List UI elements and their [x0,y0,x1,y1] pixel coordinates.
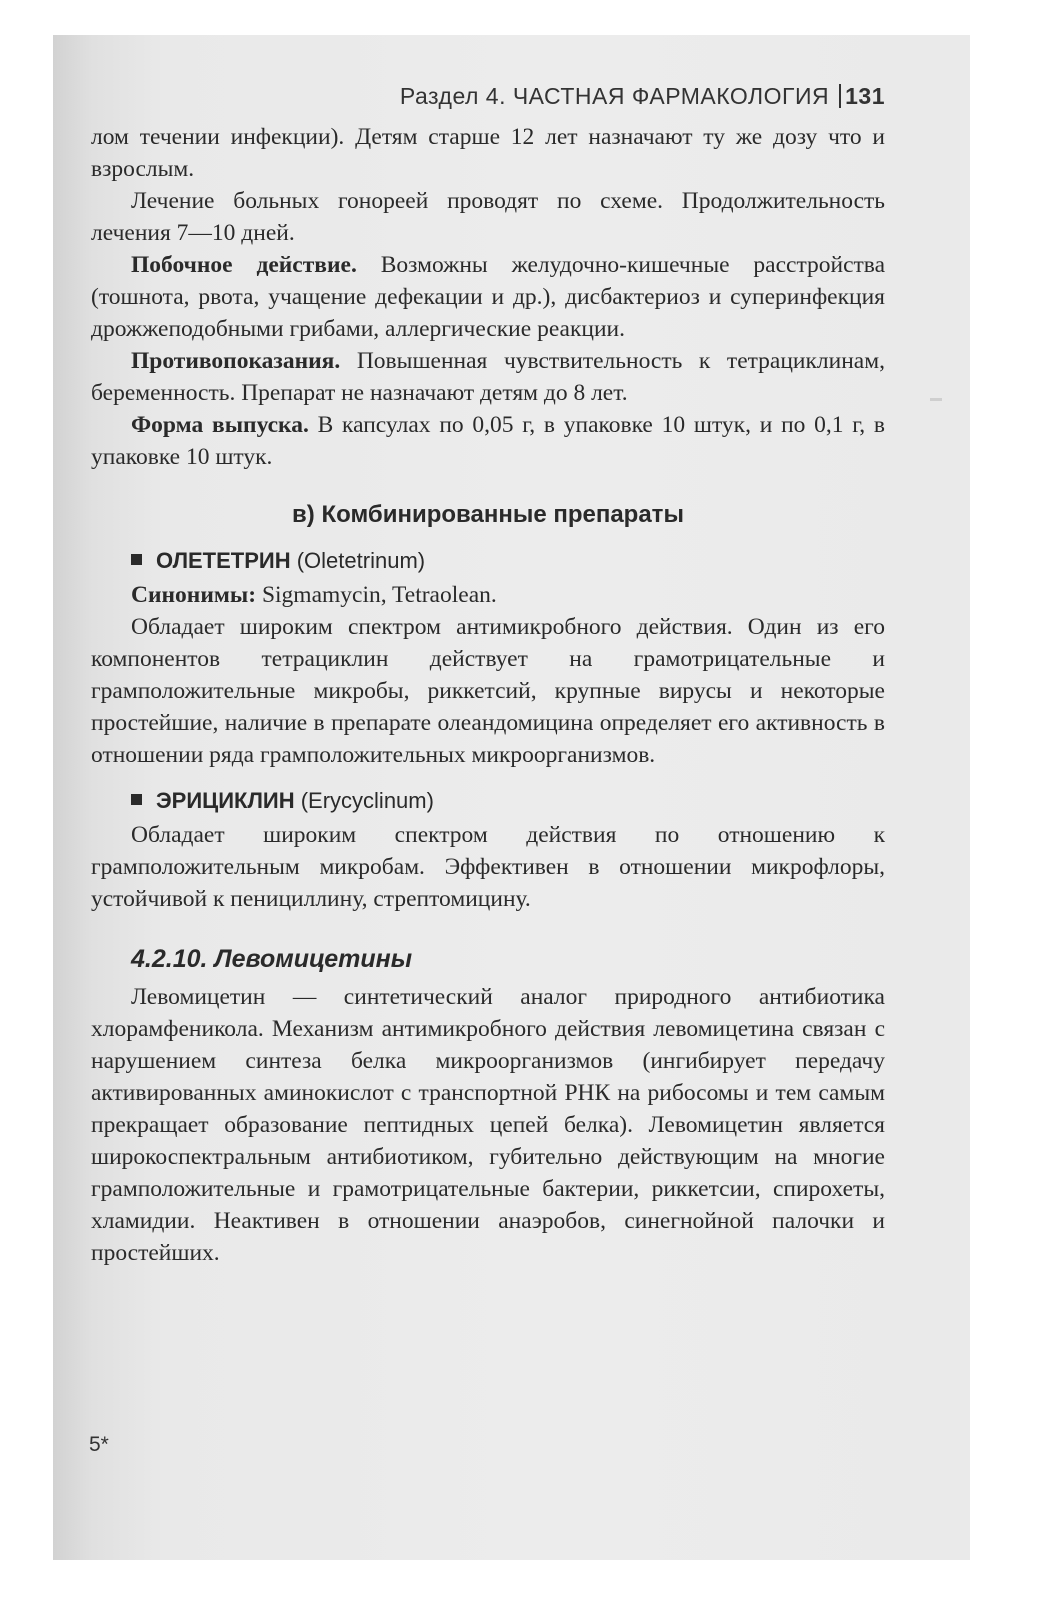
paragraph-continuation: лом течении инфекции). Детям старше 12 лет назначают ту же дозу что и взрослым. [91,124,885,182]
page-body [91,121,885,1269]
running-header [53,83,885,110]
bullet-square-icon [131,554,142,565]
paragraph-gonorrhea: Лечение больных гонореей проводят по схеме. Продолжительность лечения 7—10 дней. [91,188,885,246]
release-form-text: В капсулах по 0,05 г, в упаковке 10 штук, и по 0,1 г, в упаковке 10 штук. [91,412,886,470]
drug-latin-name: (Oletetrinum) [296,548,426,573]
section-title: 4.2.10. Левомицетины [131,945,413,973]
drug-name: ОЛЕТЕТРИН [156,548,291,573]
paragraph-levomycetin: Левомицетин — синтетический аналог природного антибиотика хлорамфеникола. Механизм антимикробного действия левомицетина связан с нарушением синтеза белка микроорганизмов (ингибирует передачу активированных аминокислот с транспортной РНК на рибосомы и тем самым прекращает образование пептидных цепей белка). Левомицетин является широкоспектральным антибиотиком, губительно действующим на многие грамположительные и грамотрицательные бактерии, риккетсии, спирохеты, хламидии. Неактивен в отношении анаэробов, синегнойной палочки и простейших. [91,984,885,1266]
paragraph-oletetrin-description: Обладает широким спектром антимикробного действия. Один из его компонентов тетрациклин действует на грамотрицательные и грамположительные микробы, риккетсий, крупные вирусы и некоторые простейшие, наличие в препарате олеандомицина определяет его активность в отношении ряда грамположительных микроорганизмов. [91,614,885,768]
term-synonyms: Синонимы: [131,582,257,608]
side-effects-text: Возможны желудочно-кишечные расстройства (тошнота, рвота, учащение дефекации и др.), дисбактериоз и суперинфекция дрожжеподобными грибами, аллергические реакции. [91,252,886,342]
drug-heading-oletetrin [91,545,885,577]
book-page [53,35,970,1560]
drug-name: ЭРИЦИКЛИН [156,788,295,813]
running-title: Раздел 4. ЧАСТНАЯ ФАРМАКОЛОГИЯ [399,83,830,109]
paragraph-erycyclin-description: Обладает широким спектром действия по отношению к грамположительным микробам. Эффективен в отношении микрофлоры, устойчивой к пенициллину, стрептомицину. [91,822,885,912]
term-release-form: Форма выпуска. [131,412,309,438]
term-contraindications: Противопоказания. [131,348,341,374]
contraindications-text: Повышенная чувствительность к тетрациклинам, беременность. Препарат не назначают детям до 8 лет. [91,348,885,406]
signature-mark: 5* [89,1433,109,1456]
paragraph-synonyms [91,579,885,611]
paragraph-side-effects [91,249,885,345]
drug-heading-erycyclin [91,785,885,817]
synonyms-text: Sigmamycin, Tetraolean. [256,582,497,608]
paragraph-contraindications [91,345,885,409]
term-side-effects: Побочное действие. [131,252,357,278]
bullet-square-icon [131,794,142,805]
scan-speck [930,398,942,401]
page-number: 131 [845,83,885,109]
subsection-title: в) Комбинированные препараты [292,501,684,528]
paragraph-release-form [91,409,885,473]
drug-latin-name: (Erycyclinum) [300,788,434,813]
header-divider [839,84,841,108]
